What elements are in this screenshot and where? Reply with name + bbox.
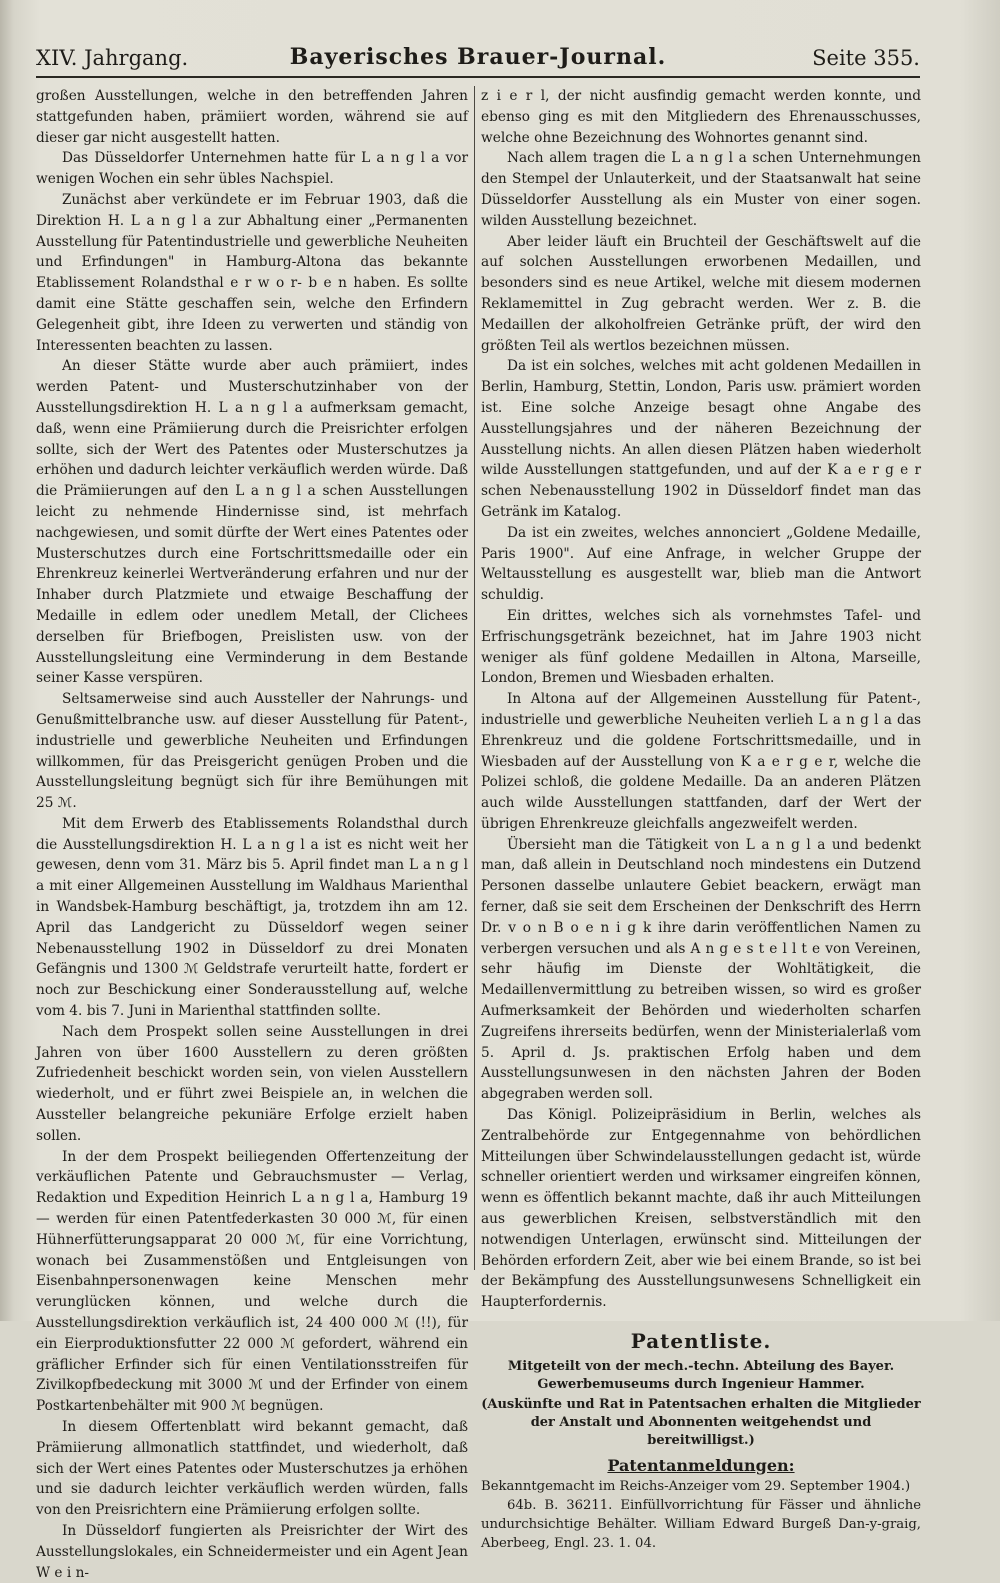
paragraph: großen Ausstellungen, welche in den betreffenden Jahren stattgefunden haben, prämiiert worden, während sie auf dieser gar nicht ausgestellt hatten. (36, 88, 468, 146)
paragraph: Das Düsseldorfer Unternehmen hatte für L a n g l a vor wenigen Wochen ein sehr übles Nachspiel. (36, 150, 468, 188)
paragraph: Da ist ein solches, welches mit acht goldenen Medaillen in Berlin, Hamburg, Stettin, London, Paris usw. prämiert worden ist. Eine solche Anzeige besagt ohne Angabe des Ausstellungsjahres und der näheren Bezeichnung der Ausstellung nichts. An allen diesen Plätzen haben wiederholt wilde Ausstellungen stattgefunden, und auf der K a e r g e r schen Nebenausstellung 1902 in Düsseldorf findet man das Getränk im Katalog. (481, 358, 921, 520)
paragraph: In Düsseldorf fungierten als Preisrichter der Wirt des Ausstellungslokales, ein Schneidermeister und ein Agent Jean W e i n- (36, 1522, 468, 1581)
patent-list (481, 1331, 921, 1477)
paragraph: Da ist ein zweites, welches annonciert „Goldene Medaille, Paris 1900". Auf eine Anfrage, in welcher Gruppe der Weltausstellung es ausgestellt war, blieb man die Antwort schuldig. (481, 524, 921, 604)
right-column (481, 86, 921, 1553)
patent-list-title: Patentliste. (630, 1329, 772, 1354)
journal-title: Bayerisches Brauer-Journal. (289, 44, 667, 70)
patent-section-heading: Patentanmeldungen: (607, 1455, 795, 1475)
paragraph: Nach dem Prospekt sollen seine Ausstellungen in drei Jahren von über 1600 Ausstellern zu deren größten Zufriedenheit beschickt worden sein, von vielen Ausstellern wiederholt, und er führt zwei Beispiele an, in welchen die Aussteller belangreiche pekuniäre Erfolge erzielt haben sollen. (36, 1023, 468, 1144)
patent-entry: 64b. B. 36211. Einfüllvorrichtung für Fässer und ähnliche undurchsichtige Behälter. William Edward Burgeß Dan-y-graig, Aberbeeg, Engl. 23. 1. 04. (481, 1497, 921, 1551)
paragraph: Ein drittes, welches sich als vornehmstes Tafel- und Erfrischungsgetränk bezeichnet, hat im Jahre 1903 nicht weniger als fünf goldene Medaillen in Altona, Marseille, London, Bremen und Wiesbaden erhalten. (481, 607, 921, 687)
paragraph: z i e r l, der nicht ausfindig gemacht werden konnte, und ebenso ging es mit den Mitgliedern des Ehrenausschusses, welche ohne Bezeichnung des Wohnortes genannt sind. (481, 88, 921, 146)
paragraph: Aber leider läuft ein Bruchteil der Geschäftswelt auf die auf solchen Ausstellungen erworbenen Medaillen, und besonders sind es neue Artikel, welche mit diesem modernen Reklamemittel in Zug gebracht werden. Wer z. B. die Medaillen der alkoholfreien Getränke prüft, der wird den größten Teil als wertlos bezeichnen müssen. (481, 233, 921, 354)
paragraph: Seltsamerweise sind auch Aussteller der Nahrungs- und Genußmittelbranche usw. auf dieser Ausstellung für Patent-, industrielle und gewerbliche Neuheiten und Erfindungen willkommen, für das Preisgericht genügen Proben und die Ausstellungsleitung begnügt sich für ihre Bemühungen mit 25 ℳ. (36, 691, 468, 812)
page-header (36, 42, 920, 78)
paragraph: An dieser Stätte wurde aber auch prämiiert, indes werden Patent- und Musterschutzinhaber von der Ausstellungsdirektion H. L a n g l a aufmerksam gemacht, daß, wenn eine Prämiierung durch die Preisrichter erfolgen sollte, sich der Wert des Patentes oder Musterschutzes ja erhöhen und dadurch leichter verkäuflich werden würde. Daß die Prämiierungen auf den L a n g l a schen Ausstellungen leicht zu nehmende Hindernisse sind, ist mehrfach nachgewiesen, und somit dürfte der Wert eines Patentes oder Musterschutzes durch eine Fortschrittsmedaille oder ein Ehrenkreuz keinerlei Wertveränderung erfahren und nur der Inhaber durch Platzmiete und etwaige Beschaffung der Medaille in edlem oder unedlem Metall, der Clichees derselben für Briefbogen, Preislisten usw. von der Ausstellungsleitung eine Verminderung in dem Bestande seiner Kasse verspüren. (36, 358, 468, 687)
paragraph: In diesem Offertenblatt wird bekannt gemacht, daß Prämiierung allmonatlich stattfindet, und wiederholt, daß sich der Wert eines Patentes oder Musterschutzes ja erhöhen und sie dadurch leichter verkäuflich werden würden, falls von den Preisrichtern eine Prämiierung erfolgen sollte. (36, 1419, 468, 1519)
patent-list-subtitle: Mitgeteilt von der mech.-techn. Abteilung des Bayer. Gewerbemuseums durch Ingenieur Hammer. (507, 1358, 895, 1392)
paragraph: Das Königl. Polizeipräsidium in Berlin, welches als Zentralbehörde zur Entgegennahme von behördlichen Mitteilungen über Schwindelausstellungen gedacht ist, würde schneller orientiert werden und wirksamer eingreifen können, wenn es öffentlich bekannt machte, daß ihr auch Mitteilungen aus gewerblichen Kreisen, selbstverständlich mit den notwendigen Unterlagen, erwünscht sind. Mitteilungen der Behörden erfordern Zeit, aber wie bei einem Brande, so ist bei der Bekämpfung des Ausstellungsunwesens Schnelligkeit ein Haupterfordernis. (481, 1107, 921, 1311)
page-number: Seite 355. (812, 46, 920, 70)
paragraph: In der dem Prospekt beiliegenden Offertenzeitung der verkäuflichen Patente und Gebrauchsmuster — Verlag, Redaktion und Expedition Heinrich L a n g l a, Hamburg 19 — werden für einen Patentfederkasten 30 000 ℳ, für einen Hühnerfütterungsapparat 20 000 ℳ, für eine Vorrichtung, wonach bei Zusammenstößen und Entgleisungen von Eisenbahnpersonenwagen keine Menschen mehr verunglücken können, und welche durch die Ausstellungsdirektion verkäuflich ist, 24 400 000 ℳ (!!), für ein Eierproduktionsfutter 22 000 ℳ gefordert, während ein gräflicher Erfinder sich für einen Ventilationsstreifen für Zivilkopfbedeckung mit 3000 ℳ und der Erfinder von einem Postkartenbehälter mit 900 ℳ begnügen. (36, 1148, 468, 1415)
column-divider (474, 86, 475, 1270)
patent-announcement: Bekanntgemacht im Reichs-Anzeiger vom 29. September 1904.) (481, 1478, 911, 1494)
paragraph: Zunächst aber verkündete er im Februar 1903, daß die Direktion H. L a n g l a zur Abhaltung einer „Permanenten Ausstellung für Patentindustrielle und gewerbliche Neuheiten und Erfindungen" in Hamburg-Altona das bekannte Etablissement Rolandsthal e r w o r- b e n haben. Es sollte damit eine Stätte geschaffen sein, welche den Erfindern Gelegenheit gibt, ihre Ideen zu verwerten und ständig von Interessenten beachten zu lassen. (36, 191, 468, 354)
paragraph: In Altona auf der Allgemeinen Ausstellung für Patent-, industrielle und gewerbliche Neuheiten verlieh L a n g l a das Ehrenkreuz und die goldene Fortschrittsmedaille, und in Wiesbaden auf der Ausstellung von K a e r g e r, welche die Polizei schloß, die goldene Medaille. Da an anderen Plätzen auch wilde Ausstellungen stattfanden, darf der Wert der übrigen Ehrenkreuze gleichfalls angezweifelt werden. (481, 691, 921, 832)
left-column (36, 86, 468, 1583)
paragraph: Mit dem Erwerb des Etablissements Rolandsthal durch die Ausstellungsdirektion H. L a n g l a ist es nicht weit her gewesen, denn vom 31. März bis 5. April findet man L a n g l a mit einer Allgemeinen Ausstellung im Waldhaus Marienthal in Wandsbek-Hamburg beschäftigt, ja, trotzdem ihn am 12. April das Landgericht zu Düsseldorf wegen seiner Nebenausstellung 1902 in Düsseldorf zu drei Monaten Gefängnis und 1300 ℳ Geldstrafe verurteilt hatte, fordert er noch zur Beschickung einer Sonderausstellung auf, welche vom 4. bis 7. Juni in Marienthal stattfinden sollte. (36, 815, 468, 1020)
paragraph: Nach allem tragen die L a n g l a schen Unternehmungen den Stempel der Unlauterkeit, und der Staatsanwalt hat seine Düsseldorfer Ausstellung als ein Muster von einer sogen. wilden Ausstellung bezeichnet. (481, 150, 921, 229)
paragraph: Übersieht man die Tätigkeit von L a n g l a und bedenkt man, daß allein in Deutschland noch mindestens ein Dutzend Personen dasselbe unlautere Gebiet beackern, erwägt man ferner, daß sie seit dem Erscheinen der Denkschrift des Herrn Dr. v o n B o e n i g k ihre darin veröffentlichen Namen zu verbergen versuchen und als A n g e s t e l l t e von Vereinen, sehr häufig im Dienste der Wohltätigkeit, die Medaillenvermittlung zu betreiben wissen, so wird es großer Aufmerksamkeit der Behörden und wiederholten scharfen Zugreifens ihrerseits bedürfen, wenn der Ministerialerlaß vom 5. April d. Js. praktischen Erfolg haben und dem Ausstellungsunwesen in den nächsten Jahren der Boden abgegraben werden soll. (481, 836, 921, 1103)
patent-list-note: (Auskünfte und Rat in Patentsachen erhalten die Mitglieder der Anstalt und Abonnenten weitgehendst und bereitwilligst.) (481, 1396, 921, 1448)
volume-label: XIV. Jahrgang. (36, 46, 189, 70)
